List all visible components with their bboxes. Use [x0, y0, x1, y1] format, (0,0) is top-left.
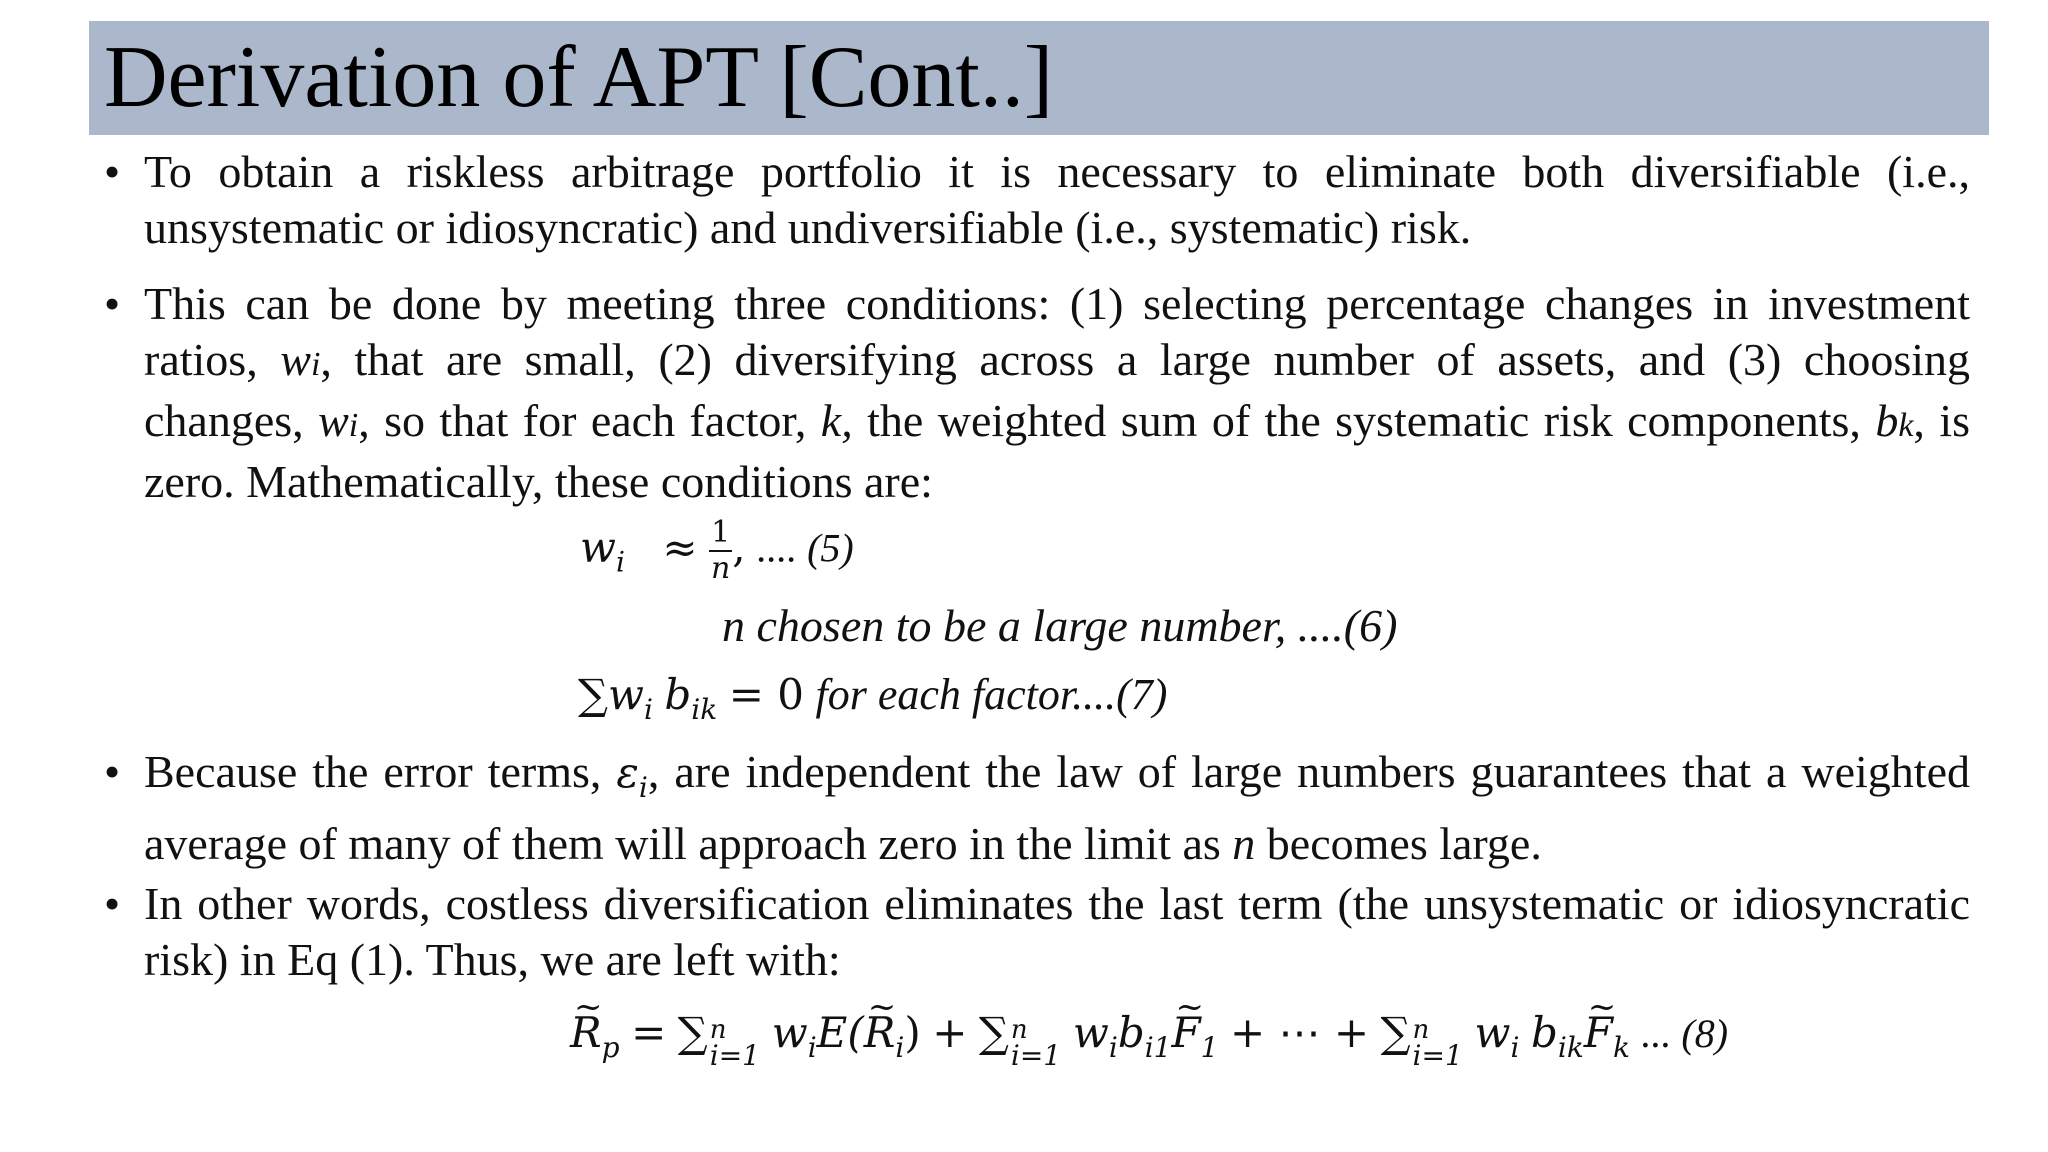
bullet-2-text: This can be done by meeting three conditions: (1) selecting percentage changes in investment ratios, wi, that are small, (2) diversifying across a large number of assets, and (3) choosing changes, wi, so that for each factor, k, the weighted sum of the systematic risk components, bk, is zero. Mathematically, these conditions are:: [144, 278, 1971, 507]
bullet-2: [104, 276, 1970, 510]
bullet-1-text: To obtain a riskless arbitrage portfolio it is necessary to eliminate both diversifiable (i.e., unsystematic or idiosyncratic) and undiversifiable (i.e., systematic) risk.: [144, 146, 1970, 253]
bullet-4: [104, 876, 1970, 988]
bullet-3: [104, 744, 1970, 872]
equation-8: ~ $R_p$ = ∑ n i=1 $w_iE(\sim$ $R_i$) + ∑ n i=1 $w_ib_{i1}\sim$ $F_1$ + ⋯ + ∑ n i=1 $w_i$ $b_{ik}\sim$ $F_k$ ... (8): [570, 1004, 1728, 1076]
bullet-4-text: In other words, costless diversification eliminates the last term (the unsystematic or idiosyncratic risk) in Eq (1). Thus, we are left with:: [144, 878, 1970, 985]
equation-6: n chosen to be a large number, ....(6): [722, 600, 1398, 651]
bullet-dot: •: [104, 878, 121, 929]
bullet-dot: •: [104, 278, 121, 329]
slide-title: Derivation of APT [Cont..]: [104, 29, 1054, 126]
fraction-one-over-n: $\frac{1}{n}$: [711, 515, 731, 586]
bullet-3-text: Because the error terms, $\varepsilon_i$, are independent the law of large numbers guarantees that a weighted average of many of them will approach zero in the limit as n becomes large.: [144, 746, 1970, 869]
bullet-dot: •: [104, 146, 121, 197]
bullet-dot: •: [104, 746, 121, 797]
equation-5: $w_i$ ≈ $\frac{1}{n}$ , .... (5): [580, 515, 854, 586]
bullet-1: [104, 144, 1970, 256]
equation-7: $\sum w_i$ $b_{ik} = 0$ for each factor....(7): [578, 670, 1168, 726]
